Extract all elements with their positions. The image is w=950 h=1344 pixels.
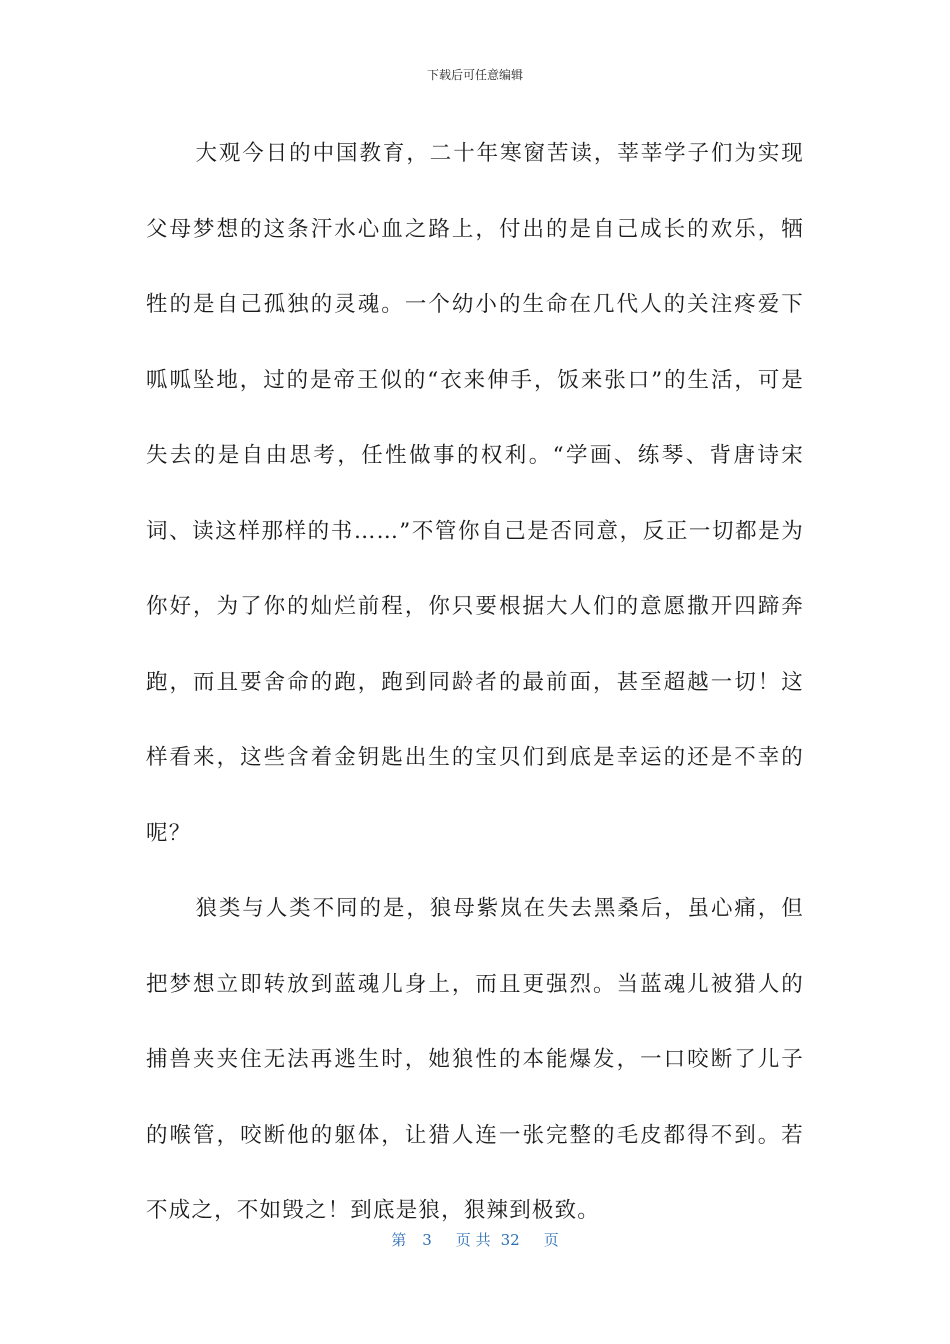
- footer-total-pages: 32: [500, 1231, 520, 1249]
- paragraph-education: 大观今日的中国教育，二十年寒窗苦读，莘莘学子们为实现父母梦想的这条汗水心血之路上，付出的是自己成长的欢乐，牺牲的是自己孤独的灵魂。一个幼小的生命在几代人的关注疼爱下呱呱坠地，过的是帝王似的“衣来伸手，饭来张口”的生活，可是失去的是自由思考，任性做事的权利。“学画、练琴、背唐诗宋词、读这样那样的书……”不管你自己是否同意，反正一切都是为你好，为了你的灿烂前程，你只要根据大人们的意愿撒开四蹄奔跑，而且要舍命的跑，跑到同龄者的最前面，甚至超越一切！这样看来，这些含着金钥匙出生的宝贝们到底是幸运的还是不幸的呢？: [146, 141, 804, 846]
- footer-page-mid: 页 共: [455, 1231, 491, 1249]
- footer-page-prefix: 第: [391, 1231, 407, 1249]
- footer-current-page: 3: [422, 1231, 432, 1249]
- footer-page-suffix: 页: [543, 1231, 559, 1249]
- document-body: [146, 116, 804, 1249]
- paragraph-wolf: 狼类与人类不同的是，狼母紫岚在失去黑桑后，虽心痛，但把梦想立即转放到蓝魂儿身上，而且更强烈。当蓝魂儿被猎人的捕兽夹夹住无法再逃生时，她狼性的本能爆发，一口咬断了儿子的喉管，咬断他的躯体，让猎人连一张完整的毛皮都得不到。若不成之，不如毁之！到底是狼，狠辣到极致。: [146, 896, 804, 1223]
- page-footer: [0, 1230, 950, 1250]
- header-note: 下载后可任意编辑: [426, 68, 523, 82]
